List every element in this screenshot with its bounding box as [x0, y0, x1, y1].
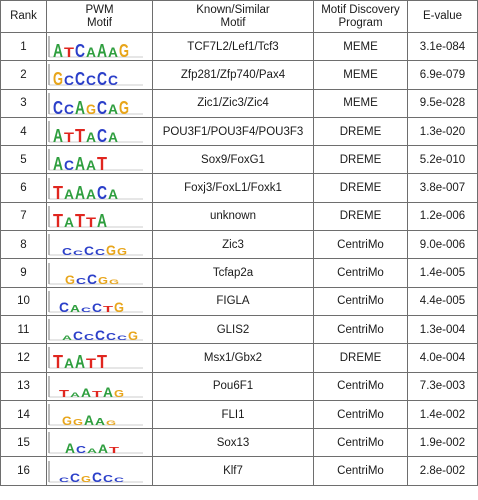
logo-glyph: G [114, 298, 125, 314]
logo-glyph: C [59, 298, 69, 314]
evalue-cell: 4.4e-005 [408, 287, 478, 315]
pwm-logo-cell [47, 429, 153, 457]
header-row [1, 1, 478, 33]
known-motif-cell: FLI1 [153, 400, 314, 428]
logo-glyph: C [92, 300, 103, 314]
pwm-logo-cell [47, 287, 153, 315]
discovery-program-cell: CentriMo [314, 400, 408, 428]
rank-cell: 5 [1, 146, 47, 174]
logo-glyph: C [114, 477, 126, 484]
logo-glyph: T [97, 352, 107, 371]
pwm-logo-cell [47, 33, 153, 61]
pwm-logo-cell [47, 146, 153, 174]
known-motif-cell: FIGLA [153, 287, 314, 315]
logo-glyph: T [75, 126, 85, 145]
logo-glyph: A [87, 449, 99, 456]
logo-glyph: C [92, 468, 102, 484]
logo-glyph: T [97, 154, 107, 173]
logo-glyph: C [108, 72, 118, 88]
known-motif-cell: Tcfap2a [153, 259, 314, 287]
sequence-logo [47, 317, 152, 342]
discovery-program-cell: CentriMo [314, 259, 408, 287]
known-motif-cell: Sox13 [153, 429, 314, 457]
pwm-logo-cell [47, 372, 153, 400]
logo-glyph: G [119, 41, 129, 60]
table-row [1, 429, 478, 457]
pwm-logo-cell [47, 61, 153, 89]
logo-glyph: A [86, 157, 96, 173]
known-motif-cell: Foxj3/FoxL1/Foxk1 [153, 174, 314, 202]
logo-glyph: A [97, 210, 107, 229]
logo-glyph: G [86, 100, 97, 116]
logo-glyph: A [53, 41, 63, 60]
logo-glyph: C [75, 69, 85, 88]
logo-glyph: C [76, 276, 87, 286]
logo-glyph: A [108, 44, 118, 60]
rank-cell: 6 [1, 174, 47, 202]
evalue-cell: 1.3e-004 [408, 315, 478, 343]
discovery-program-cell: CentriMo [314, 315, 408, 343]
table-row [1, 344, 478, 372]
pwm-logo-cell [47, 174, 153, 202]
known-motif-cell: Pou6F1 [153, 372, 314, 400]
known-motif-column-header: Known/Similar Motif [153, 1, 314, 33]
rank-cell: 10 [1, 287, 47, 315]
discovery-program-cell: DREME [314, 146, 408, 174]
logo-glyph: G [114, 388, 125, 399]
logo-glyph: G [106, 242, 117, 258]
discovery-program-cell: CentriMo [314, 457, 408, 485]
known-motif-cell: POU3F1/POU3F4/POU3F3 [153, 117, 314, 145]
table-row [1, 315, 478, 343]
logo-glyph: T [53, 182, 63, 201]
table-row [1, 33, 478, 61]
pwm-logo-cell [47, 117, 153, 145]
evalue-cell: 4.0e-004 [408, 344, 478, 372]
discovery-program-cell: CentriMo [314, 287, 408, 315]
pwm-logo-cell [47, 344, 153, 372]
logo-glyph: A [64, 185, 74, 201]
logo-glyph: G [117, 247, 128, 258]
logo-glyph: T [53, 352, 63, 371]
sequence-logo [47, 34, 152, 59]
rank-cell: 2 [1, 61, 47, 89]
logo-glyph: T [75, 210, 85, 229]
logo-glyph: C [62, 247, 72, 258]
logo-glyph: G [119, 97, 129, 116]
logo-glyph: C [81, 307, 93, 314]
known-motif-cell: TCF7L2/Lef1/Tcf3 [153, 33, 314, 61]
logo-glyph: T [92, 389, 103, 399]
sequence-logo [47, 147, 152, 172]
logo-glyph: C [95, 327, 105, 343]
rank-cell: 13 [1, 372, 47, 400]
logo-glyph: G [81, 474, 91, 484]
logo-glyph: T [53, 210, 63, 229]
sequence-logo [47, 232, 152, 257]
evalue-cell: 1.3e-020 [408, 117, 478, 145]
sequence-logo [47, 402, 152, 427]
logo-glyph: A [86, 129, 96, 145]
logo-glyph: A [86, 185, 96, 201]
logo-glyph: A [108, 185, 118, 201]
logo-glyph: T [64, 44, 75, 60]
logo-glyph: A [70, 303, 80, 314]
logo-glyph: A [103, 383, 113, 399]
logo-glyph: C [73, 329, 84, 343]
logo-glyph: C [64, 72, 74, 88]
logo-glyph: C [97, 126, 107, 145]
rank-cell: 3 [1, 89, 47, 117]
pwm-logo-cell [47, 259, 153, 287]
known-motif-cell: Zfp281/Zfp740/Pax4 [153, 61, 314, 89]
pwm-logo-cell [47, 457, 153, 485]
discovery-program-cell: MEME [314, 33, 408, 61]
logo-glyph: A [97, 41, 107, 60]
rank-cell: 8 [1, 231, 47, 259]
logo-glyph: G [106, 421, 117, 427]
sequence-logo [47, 459, 152, 484]
evalue-cell: 3.8e-007 [408, 174, 478, 202]
evalue-cell: 7.3e-003 [408, 372, 478, 400]
logo-glyph: C [76, 445, 86, 456]
rank-cell: 11 [1, 315, 47, 343]
discovery-program-column-header: Motif Discovery Program [314, 1, 408, 33]
logo-glyph: C [53, 97, 63, 116]
discovery-program-cell: DREME [314, 344, 408, 372]
logo-glyph: C [59, 477, 71, 484]
logo-glyph: A [75, 352, 85, 371]
logo-glyph: A [75, 154, 85, 173]
rank-cell: 14 [1, 400, 47, 428]
logo-glyph: A [86, 44, 96, 60]
rank-cell: 1 [1, 33, 47, 61]
logo-glyph: A [108, 100, 118, 116]
sequence-logo [47, 119, 152, 144]
logo-glyph: G [62, 414, 72, 427]
logo-glyph: A [64, 213, 74, 229]
evalue-cell: 9.5e-028 [408, 89, 478, 117]
logo-glyph: C [103, 473, 113, 484]
logo-glyph: A [95, 417, 105, 427]
table-row [1, 259, 478, 287]
known-motif-cell: GLIS2 [153, 315, 314, 343]
discovery-program-cell: MEME [314, 61, 408, 89]
logo-glyph: C [117, 336, 129, 343]
logo-glyph: C [70, 470, 81, 484]
known-motif-cell: Zic3 [153, 231, 314, 259]
evalue-column-header: E-value [408, 1, 478, 33]
logo-glyph: A [70, 392, 82, 399]
logo-glyph: G [109, 279, 120, 286]
logo-glyph: A [62, 336, 74, 343]
pwm-logo-cell [47, 89, 153, 117]
sequence-logo [47, 261, 152, 286]
pwm-logo-cell [47, 400, 153, 428]
known-motif-cell: unknown [153, 202, 314, 230]
rank-cell: 15 [1, 429, 47, 457]
logo-glyph: A [53, 154, 63, 173]
evalue-cell: 3.1e-084 [408, 33, 478, 61]
rank-cell: 9 [1, 259, 47, 287]
logo-glyph: C [97, 182, 107, 201]
logo-glyph: C [106, 332, 116, 343]
pwm-logo-cell [47, 202, 153, 230]
rank-cell: 7 [1, 202, 47, 230]
sequence-logo [47, 289, 152, 314]
rank-cell: 16 [1, 457, 47, 485]
discovery-program-cell: CentriMo [314, 372, 408, 400]
evalue-cell: 1.9e-002 [408, 429, 478, 457]
sequence-logo [47, 176, 152, 201]
logo-glyph: T [109, 446, 120, 456]
discovery-program-cell: DREME [314, 117, 408, 145]
evalue-cell: 1.2e-006 [408, 202, 478, 230]
logo-glyph: C [64, 100, 74, 116]
logo-glyph: A [75, 182, 85, 201]
rank-column-header: Rank [1, 1, 47, 33]
known-motif-cell: Msx1/Gbx2 [153, 344, 314, 372]
table-row [1, 89, 478, 117]
discovery-program-cell: DREME [314, 174, 408, 202]
table-row [1, 400, 478, 428]
discovery-program-cell: DREME [314, 202, 408, 230]
logo-glyph: A [53, 126, 63, 145]
logo-glyph: G [53, 69, 63, 88]
logo-glyph: G [98, 275, 109, 286]
pwm-motif-column-header: PWM Motif [47, 1, 153, 33]
evalue-cell: 1.4e-002 [408, 400, 478, 428]
discovery-program-cell: CentriMo [314, 429, 408, 457]
sequence-logo [47, 62, 152, 87]
table-row [1, 457, 478, 485]
table-row [1, 117, 478, 145]
logo-glyph: C [87, 270, 97, 286]
logo-glyph: A [81, 385, 92, 399]
logo-glyph: A [64, 355, 74, 371]
logo-glyph: T [64, 129, 75, 145]
known-motif-cell: Klf7 [153, 457, 314, 485]
sequence-logo [47, 430, 152, 455]
sequence-logo [47, 204, 152, 229]
logo-glyph: A [98, 442, 109, 456]
logo-glyph: C [84, 333, 95, 343]
table-row [1, 61, 478, 89]
logo-glyph: C [84, 244, 95, 258]
evalue-cell: 6.9e-079 [408, 61, 478, 89]
logo-glyph: A [108, 129, 118, 145]
logo-glyph: C [95, 248, 106, 258]
rank-cell: 4 [1, 117, 47, 145]
logo-glyph: G [128, 329, 138, 343]
table-row [1, 146, 478, 174]
pwm-logo-cell [47, 315, 153, 343]
motif-table-body [1, 33, 478, 486]
known-motif-cell: Sox9/FoxG1 [153, 146, 314, 174]
logo-glyph: G [65, 272, 75, 286]
logo-glyph: C [73, 251, 85, 258]
logo-glyph: G [73, 418, 83, 427]
logo-glyph: C [97, 69, 107, 88]
evalue-cell: 9.0e-006 [408, 231, 478, 259]
sequence-logo [47, 91, 152, 116]
evalue-cell: 2.8e-002 [408, 457, 478, 485]
discovery-program-cell: MEME [314, 89, 408, 117]
logo-glyph: T [59, 388, 69, 399]
table-row [1, 372, 478, 400]
table-row [1, 287, 478, 315]
logo-glyph: T [103, 304, 114, 314]
rank-cell: 12 [1, 344, 47, 372]
logo-glyph: T [86, 213, 97, 229]
evalue-cell: 1.4e-005 [408, 259, 478, 287]
table-row [1, 202, 478, 230]
known-motif-cell: Zic1/Zic3/Zic4 [153, 89, 314, 117]
sequence-logo [47, 374, 152, 399]
logo-glyph: C [64, 157, 74, 173]
table-row [1, 174, 478, 202]
logo-glyph: T [86, 355, 97, 371]
table-row [1, 231, 478, 259]
sequence-logo [47, 345, 152, 370]
logo-glyph: C [75, 41, 85, 60]
logo-glyph: A [84, 412, 94, 427]
logo-glyph: A [65, 440, 75, 456]
logo-glyph: C [97, 97, 107, 116]
logo-glyph: C [86, 72, 96, 88]
logo-glyph: A [75, 97, 85, 116]
evalue-cell: 5.2e-010 [408, 146, 478, 174]
pwm-logo-cell [47, 231, 153, 259]
discovery-program-cell: CentriMo [314, 231, 408, 259]
